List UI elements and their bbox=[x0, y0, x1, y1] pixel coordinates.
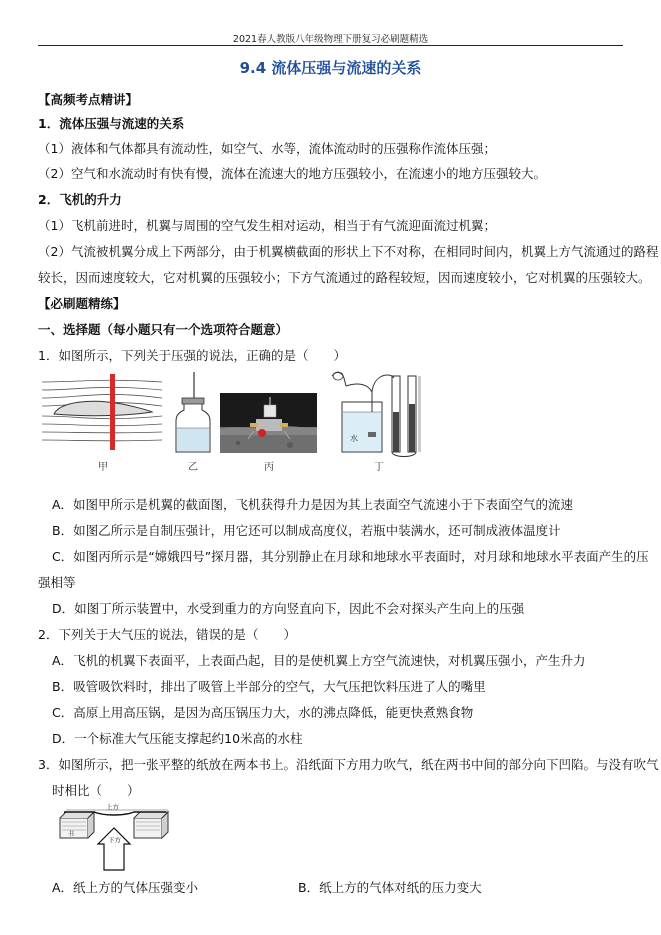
question-2-option-c: C．高原上用高压锅，是因为高压锅压力大，水的沸点降低，能更快煮熟食物 bbox=[52, 705, 474, 720]
question-3-stem-line1: 3．如图所示，把一张平整的纸放在两本书上。沿纸面下方用力吹气，纸在两书中间的部分向下凹陷。与没有吹气 bbox=[38, 757, 659, 772]
figure-caption-jia: 甲 bbox=[98, 462, 108, 473]
label-bottom: 下方 bbox=[108, 836, 121, 844]
figure-wing-cross-section bbox=[40, 372, 165, 454]
point2-item-3: 较长，因而速度较大，它对机翼的压强较小；下方气流通过的路程较短，因而速度较小，它对机翼的压强较大。 bbox=[38, 270, 651, 285]
question-2-option-a: A．飞机的机翼下表面平，上表面凸起，目的是使机翼上方空气流速快，对机翼压强小，产生升力 bbox=[52, 653, 586, 668]
figure-homemade-barometer bbox=[172, 372, 214, 456]
key-points-heading: 【高频考点精讲】 bbox=[38, 92, 139, 107]
figure-paper-over-books bbox=[58, 802, 170, 872]
question-1-option-a: A．如图甲所示是机翼的截面图，飞机获得升力是因为其上表面空气流速小于下表面空气的流速 bbox=[52, 497, 574, 512]
point2-item-1: （1）飞机前进时，机翼与周围的空气发生相对运动，相当于有气流迎面流过机翼； bbox=[38, 218, 496, 233]
figure-lunar-lander bbox=[220, 393, 317, 453]
question-1-option-d: D．如图丁所示装置中，水受到重力的方向竖直向下，因此不会对探头产生向上的压强 bbox=[52, 601, 525, 616]
header-rule bbox=[38, 45, 623, 46]
question-1-option-c-cont: 强相等 bbox=[38, 575, 76, 590]
question-2-stem: 2．下列关于大气压的说法，错误的是（ ） bbox=[38, 627, 296, 642]
point2-heading: 2．飞机的升力 bbox=[38, 192, 122, 207]
label-top: 上方 bbox=[106, 803, 119, 811]
question-3-option-a: A．纸上方的气体压强变小 bbox=[52, 880, 199, 895]
question-3-stem-line2: 时相比（ ） bbox=[52, 783, 140, 798]
point1-heading: 1．流体压强与流速的关系 bbox=[38, 116, 185, 131]
figure-caption-ding: 丁 bbox=[374, 462, 384, 473]
book-label-left: 书 bbox=[68, 831, 75, 838]
page-header: 2021春人教版八年级物理下册复习必刷题精选 bbox=[232, 34, 429, 45]
question-1-option-b: B．如图乙所示是自制压强计，用它还可以制成高度仪，若瓶中装满水，还可制成液体温度计 bbox=[52, 523, 561, 538]
figure-caption-bing: 丙 bbox=[264, 462, 274, 473]
question-1-stem: 1．如图所示，下列关于压强的说法，正确的是（ ） bbox=[38, 348, 346, 363]
question-2-option-b: B．吸管吸饮料时，排出了吸管上半部分的空气，大气压把饮料压进了人的嘴里 bbox=[52, 679, 486, 694]
practice-subheading: 一、选择题（每小题只有一个选项符合题意） bbox=[38, 322, 289, 337]
point1-item-1: （1）液体和气体都具有流动性，如空气、水等，流体流动时的压强称作流体压强； bbox=[38, 141, 496, 156]
water-label: 水 bbox=[350, 434, 358, 443]
point2-item-2: （2）气流被机翼分成上下两部分，由于机翼横截面的形状上下不对称，在相同时间内，机翼上方气流通过的路程 bbox=[38, 244, 659, 259]
point1-item-2: （2）空气和水流动时有快有慢，流体在流速大的地方压强较小，在流速小的地方压强较大。 bbox=[38, 166, 546, 181]
figure-pressure-probe bbox=[328, 368, 428, 458]
page-title: 9.4 流体压强与流速的关系 bbox=[239, 59, 422, 77]
figure-caption-yi: 乙 bbox=[188, 462, 198, 473]
question-1-option-c: C．如图丙所示是“嫦娥四号”探月器，其分别静止在月球和地球水平表面时，对月球和地球水平表面产生的压 bbox=[52, 549, 649, 564]
question-3-option-b: B．纸上方的气体对纸的压力变大 bbox=[298, 880, 482, 895]
question-2-option-d: D．一个标准大气压能支撑起约10米高的水柱 bbox=[52, 731, 303, 746]
practice-heading: 【必刷题精练】 bbox=[38, 296, 126, 311]
